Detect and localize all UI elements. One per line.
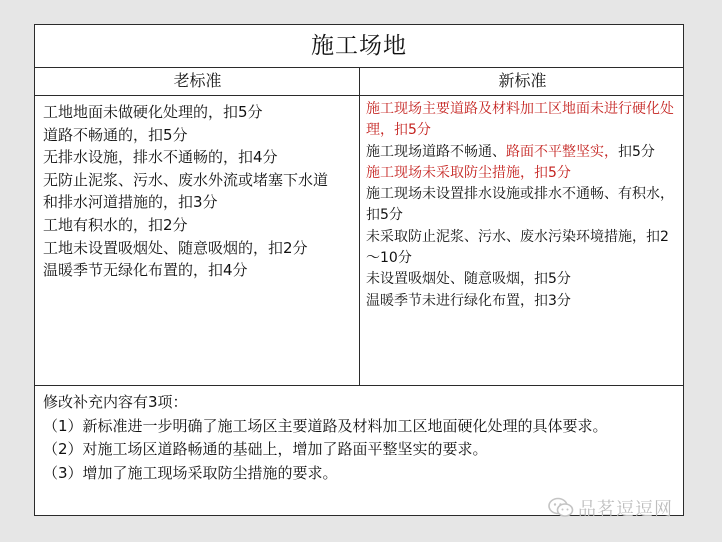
new-item: 未采取防止泥浆、污水、废水污染环境措施，扣2～10分	[366, 228, 669, 267]
old-item: 工地有积水的，扣2分	[43, 215, 188, 234]
new-item-text: 扣5分	[618, 143, 655, 160]
old-item: 温暖季节无绿化布置的，扣4分	[43, 261, 248, 280]
old-item: 工地未设置吸烟处、随意吸烟的，扣2分	[43, 238, 308, 257]
old-standard-header: 老标准	[173, 71, 222, 90]
new-item: 温暖季节未进行绿化布置，扣3分	[366, 292, 571, 309]
summary-heading: 修改补充内容有3项：	[43, 393, 188, 411]
new-item-changed: 施工现场主要道路及材料加工区地面未进行硬化处理，扣5分	[366, 101, 674, 139]
new-item: 未设置吸烟处、随意吸烟，扣5分	[366, 271, 571, 288]
old-item: 无排水设施，排水不通畅的，扣4分	[43, 148, 278, 167]
wechat-icon	[548, 497, 574, 519]
table-title: 施工场地	[35, 25, 683, 68]
old-item: 工地地面未做硬化处理的，扣5分	[43, 103, 263, 121]
old-standard-list	[43, 101, 328, 282]
new-standard-list	[366, 99, 678, 312]
standards-body-row	[35, 95, 683, 386]
new-item	[366, 142, 678, 163]
old-item: 道路不畅通的，扣5分	[43, 125, 188, 144]
summary-point: （2）对施工场区道路畅通的基础上，增加了路面平整坚实的要求。	[43, 440, 488, 459]
comparison-table	[34, 24, 684, 516]
new-item-text: 施工现场道路不畅通、	[366, 143, 506, 160]
new-item-changed-text: 路面不平整坚实，	[506, 143, 618, 160]
watermark-text: 品茗逗逗网	[578, 499, 673, 520]
watermark	[548, 494, 673, 522]
old-item: 无防止泥浆、污水、废水外流或堵塞下水道和排水河道措施的，扣3分	[43, 170, 329, 212]
revision-summary	[43, 391, 673, 486]
summary-point: （1）新标准进一步明确了施工场区主要道路及材料加工区地面硬化处理的具体要求。	[43, 416, 608, 435]
summary-point: （3）增加了施工现场采取防尘措施的要求。	[43, 464, 338, 483]
new-standard-header: 新标准	[498, 71, 547, 90]
new-item: 施工现场未设置排水设施或排水不通畅、有积水，扣5分	[366, 186, 674, 224]
new-item-changed: 施工现场未采取防尘措施，扣5分	[366, 164, 571, 181]
